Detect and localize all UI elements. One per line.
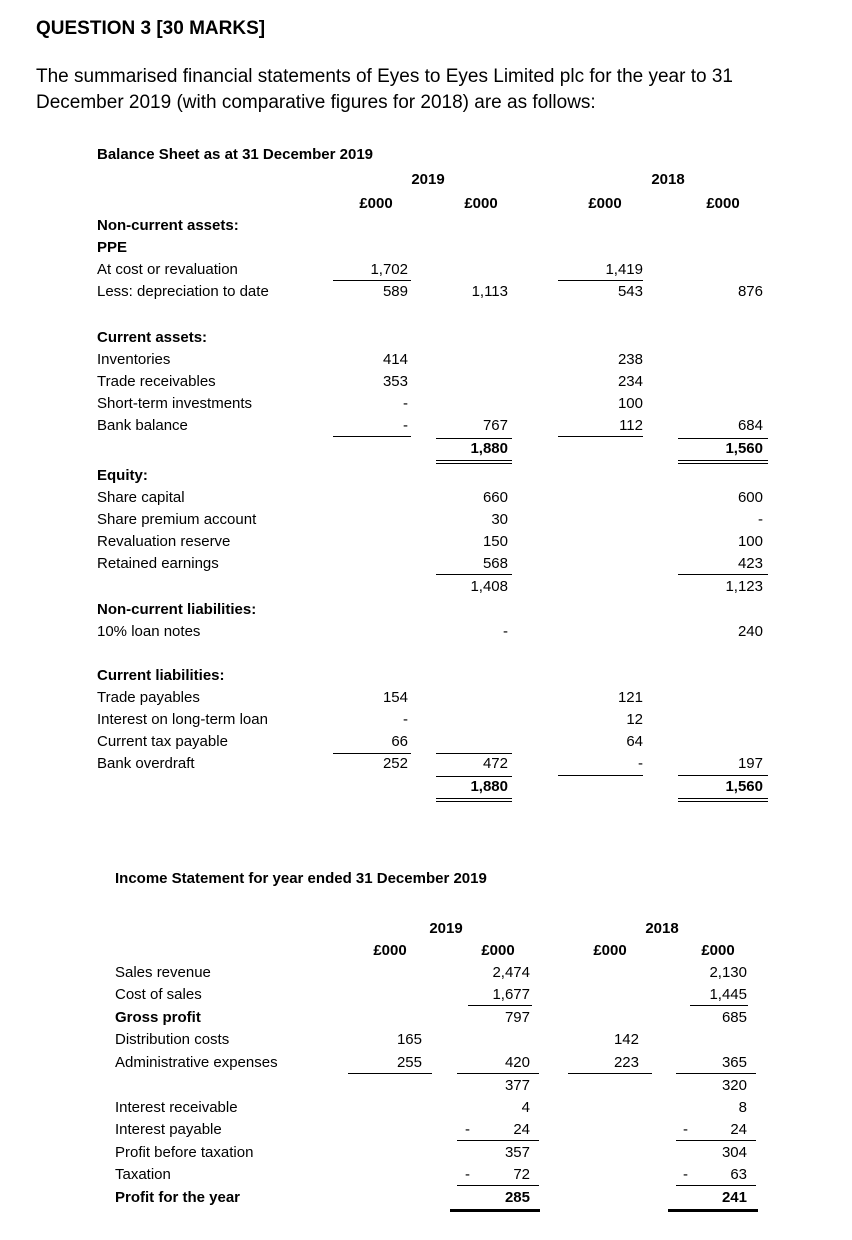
cl-2018: - (638, 755, 643, 772)
rule (457, 1140, 539, 1141)
cl-2019: 66 (391, 733, 408, 750)
tax-minus-2019: - (465, 1166, 470, 1183)
cl-total-2019: 472 (482, 755, 508, 772)
ca-2018: 112 (619, 417, 643, 434)
rule (436, 753, 512, 754)
int-pay-2019: 24 (513, 1121, 530, 1138)
balance-sheet-title: Balance Sheet as at 31 December 2019 (97, 146, 373, 163)
equity-total-2018: 1,123 (725, 578, 763, 595)
equity-2019: 660 (482, 489, 508, 506)
equity-2018: 100 (737, 533, 763, 550)
ca-2018: 100 (617, 395, 643, 412)
ppe-heading: Non-current assets: (97, 217, 239, 234)
tax-label: Taxation (115, 1166, 171, 1183)
equity-2018: - (758, 511, 763, 528)
int-rec-label: Interest receivable (115, 1099, 238, 1116)
int-pay-minus-2019: - (465, 1121, 470, 1138)
cl-label: Current tax payable (97, 733, 228, 750)
sales-2019: 2,474 (492, 964, 530, 981)
dist-label: Distribution costs (115, 1031, 230, 1048)
ca-total-2019: 767 (482, 417, 508, 434)
gp-label: Gross profit (115, 1009, 201, 1026)
ppe-nbv-2018: 876 (737, 283, 763, 300)
rule (568, 1073, 652, 1074)
cl-total-2018: 197 (737, 755, 763, 772)
tax-2019: 72 (513, 1166, 530, 1183)
equity-label: Share premium account (97, 511, 257, 528)
cl-label: Trade payables (97, 689, 200, 706)
equity-total-2019: 1,408 (470, 578, 508, 595)
double-rule (436, 798, 512, 802)
dist-2018: 142 (613, 1031, 639, 1048)
ca-2019: 414 (382, 351, 408, 368)
rule (333, 753, 411, 754)
assets-grand-2019: 1,880 (470, 440, 508, 457)
equity-2019: 30 (491, 511, 508, 528)
cos-2018: 1,445 (709, 986, 747, 1003)
ppe-cost-2019: 1,702 (370, 261, 408, 278)
ppe-cost-2018: 1,419 (605, 261, 643, 278)
ca-label: Trade receivables (97, 373, 216, 390)
op-2019: 377 (504, 1077, 530, 1094)
pfy-2018: 241 (721, 1189, 747, 1206)
dist-2019: 165 (396, 1031, 422, 1048)
cl-label: Interest on long-term loan (97, 711, 268, 728)
rule (333, 436, 411, 437)
cl-2018: 121 (617, 689, 643, 706)
double-rule (678, 460, 768, 464)
bs-unit-col4: £000 (706, 195, 740, 212)
ca-2018: 238 (617, 351, 643, 368)
exp-total-2018: 365 (721, 1054, 747, 1071)
bs-unit-col2: £000 (464, 195, 498, 212)
rule (457, 1073, 539, 1074)
gp-2018: 685 (721, 1009, 747, 1026)
liab-grand-2019: 1,880 (470, 778, 508, 795)
ca-total-2018: 684 (737, 417, 763, 434)
thick-rule (668, 1209, 758, 1212)
rule (676, 1073, 756, 1074)
bs-unit-col3: £000 (588, 195, 622, 212)
pfy-label: Profit for the year (115, 1189, 241, 1206)
equity-2018: 423 (737, 555, 763, 572)
cl-heading: Current liabilities: (97, 667, 225, 684)
equity-label: Share capital (97, 489, 185, 506)
equity-heading: Equity: (97, 467, 148, 484)
double-rule (678, 798, 768, 802)
rule (436, 574, 512, 575)
int-pay-minus-2018: - (683, 1121, 688, 1138)
sales-2018: 2,130 (709, 964, 747, 981)
admin-label: Administrative expenses (115, 1054, 278, 1071)
intro-line-1: The summarised financial statements of Eyes to Eyes Limited plc for the year to 31 (36, 66, 733, 87)
tax-2018: 63 (730, 1166, 747, 1183)
rule (678, 438, 768, 439)
assets-grand-2018: 1,560 (725, 440, 763, 457)
is-unit-col3: £000 (593, 942, 627, 959)
ppe-dep-label: Less: depreciation to date (97, 283, 269, 300)
int-pay-label: Interest payable (115, 1121, 222, 1138)
rule (676, 1140, 756, 1141)
ca-2019: 353 (382, 373, 408, 390)
sales-label: Sales revenue (115, 964, 211, 981)
ncl-2018: 240 (737, 623, 763, 640)
cos-2019: 1,677 (492, 986, 530, 1003)
ncl-label: 10% loan notes (97, 623, 201, 640)
rule (558, 280, 643, 281)
ca-label: Inventories (97, 351, 171, 368)
is-year-2019: 2019 (429, 920, 463, 937)
exp-total-2019: 420 (504, 1054, 530, 1071)
cl-label: Bank overdraft (97, 755, 195, 772)
question-heading: QUESTION 3 [30 MARKS] (36, 18, 266, 39)
tax-minus-2018: - (683, 1166, 688, 1183)
gp-2019: 797 (504, 1009, 530, 1026)
is-year-2018: 2018 (645, 920, 679, 937)
intro-line-2: December 2019 (with comparative figures for 2018) are as follows: (36, 92, 596, 113)
thick-rule (450, 1209, 540, 1212)
pbt-2018: 304 (721, 1144, 747, 1161)
ppe-cost-label: At cost or revaluation (97, 261, 238, 278)
cl-2019: 252 (382, 755, 408, 772)
rule (558, 775, 643, 776)
ppe-nbv-2019: 1,113 (471, 283, 508, 300)
double-rule (436, 460, 512, 464)
int-rec-2019: 4 (521, 1099, 530, 1116)
equity-2018: 600 (737, 489, 763, 506)
is-unit-col1: £000 (373, 942, 407, 959)
rule (468, 1005, 532, 1006)
ppe-dep-2018: 543 (617, 283, 643, 300)
ca-heading: Current assets: (97, 329, 208, 346)
ncl-2019: - (503, 623, 508, 640)
cl-2019: 154 (382, 689, 408, 706)
pbt-label: Profit before taxation (115, 1144, 254, 1161)
op-2018: 320 (721, 1077, 747, 1094)
equity-label: Revaluation reserve (97, 533, 231, 550)
equity-2019: 150 (482, 533, 508, 550)
ca-2019: - (403, 395, 408, 412)
ca-label: Bank balance (97, 417, 188, 434)
cl-2019: - (403, 711, 408, 728)
ca-2018: 234 (617, 373, 643, 390)
pfy-2019: 285 (504, 1189, 530, 1206)
rule (690, 1005, 748, 1006)
rule (333, 280, 411, 281)
bs-unit-col1: £000 (359, 195, 393, 212)
is-unit-col2: £000 (481, 942, 515, 959)
rule (436, 438, 512, 439)
ppe-dep-2019: 589 (382, 283, 408, 300)
income-statement-title: Income Statement for year ended 31 December 2019 (115, 870, 487, 887)
bs-year-2019: 2019 (411, 171, 445, 188)
pbt-2019: 357 (504, 1144, 530, 1161)
rule (676, 1185, 756, 1186)
rule (457, 1185, 539, 1186)
ca-2019: - (403, 417, 408, 434)
liab-grand-2018: 1,560 (725, 778, 763, 795)
admin-2018: 223 (613, 1054, 639, 1071)
admin-2019: 255 (396, 1054, 422, 1071)
ncl-heading: Non-current liabilities: (97, 601, 257, 618)
cl-2018: 12 (626, 711, 643, 728)
ca-label: Short-term investments (97, 395, 253, 412)
cl-2018: 64 (626, 733, 643, 750)
rule (558, 436, 643, 437)
rule (436, 776, 512, 777)
rule (678, 775, 768, 776)
ppe-sub: PPE (97, 239, 128, 256)
int-pay-2018: 24 (730, 1121, 747, 1138)
cos-label: Cost of sales (115, 986, 202, 1003)
equity-label: Retained earnings (97, 555, 219, 572)
rule (678, 574, 768, 575)
bs-year-2018: 2018 (651, 171, 685, 188)
is-unit-col4: £000 (701, 942, 735, 959)
int-rec-2018: 8 (738, 1099, 747, 1116)
equity-2019: 568 (482, 555, 508, 572)
rule (348, 1073, 432, 1074)
